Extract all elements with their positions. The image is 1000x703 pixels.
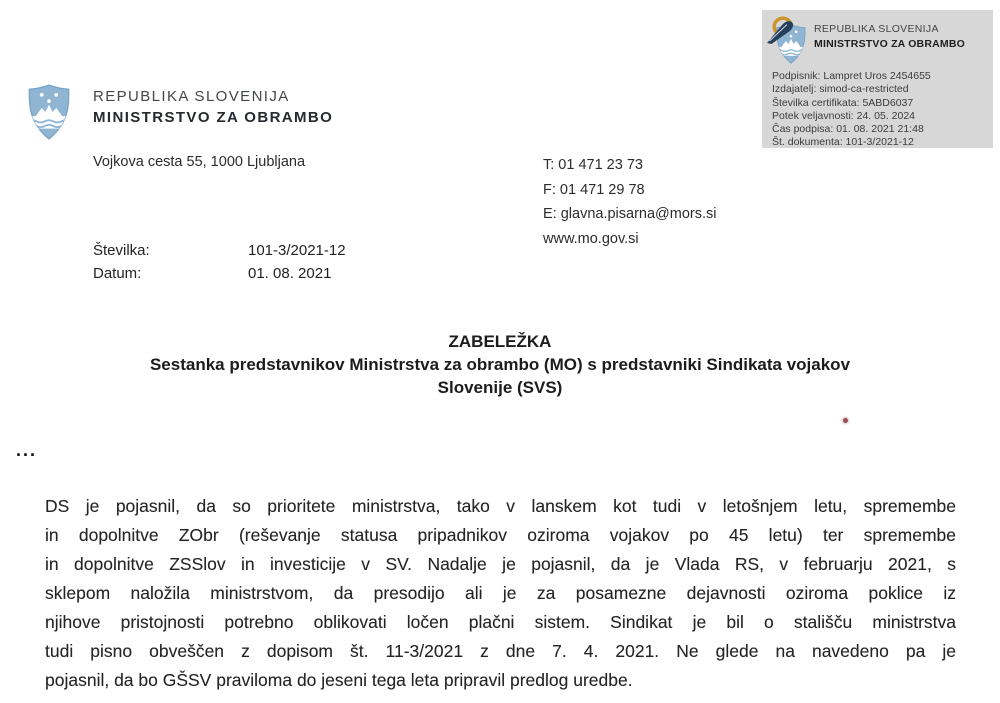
contact-block	[543, 153, 716, 251]
ministry-address: Vojkova cesta 55, 1000 Ljubljana	[93, 154, 306, 170]
body-line: njihove pristojnosti potrebno oblikovati ločen plačni sistem. Sindikat je bil o stališču ministrstva	[45, 612, 956, 632]
red-dot-marker	[843, 418, 848, 423]
country-name: REPUBLIKA SLOVENIJA	[93, 88, 290, 105]
document-subtitle-line2: Slovenije (SVS)	[437, 378, 563, 397]
stamp-certificate-details	[772, 70, 931, 150]
document-title: ZABELEŽKA	[448, 332, 552, 351]
body-line: sklepom naložila ministrstvom, da presodijo ali je za posamezne dejavnosti oziroma poklice iz	[45, 583, 956, 603]
body-line: in dopolnitve ZObr (reševanje statusa pripadnikov oziroma vojakov po 45 letu) ter spremembe	[45, 525, 956, 545]
body-line: pojasnil, da bo GŠSV praviloma do jeseni tega leta pripravil predlog uredbe.	[45, 670, 633, 690]
stamp-validity: Potek veljavnosti: 24. 05. 2024	[772, 109, 916, 122]
document-reference-block	[93, 239, 346, 285]
digital-signature-stamp	[762, 10, 993, 148]
email-line: E: glavna.pisarna@mors.si	[543, 206, 717, 222]
omitted-text-marker: ...	[16, 440, 38, 460]
body-paragraph	[45, 492, 956, 695]
phone-line: T: 01 471 23 73	[543, 157, 643, 173]
stamp-logo	[768, 16, 814, 68]
stamp-issuer: Izdajatelj: simod-ca-restricted	[772, 83, 909, 96]
body-line: tudi pisno obveščen z dopisom št. 11-3/2021 z dne 7. 4. 2021. Ne glede na navedeno pa je	[45, 641, 956, 661]
quill-signature-icon	[766, 14, 800, 44]
website-line: www.mo.gov.si	[543, 230, 639, 247]
letterhead	[93, 86, 333, 128]
date-label: Datum:	[93, 265, 142, 282]
stamp-signer: Podpisnik: Lampret Uros 2454655	[772, 70, 931, 82]
document-title-block	[0, 330, 1000, 399]
stamp-org-line1: REPUBLIKA SLOVENIJA	[814, 23, 939, 35]
body-line: in dopolnitve ZSSlov in investicije v SV. Nadalje je pojasnil, da je Vlada RS, v februarju 2021, s	[45, 554, 956, 574]
stamp-signing-time: Čas podpisa: 01. 08. 2021 21:48	[772, 123, 924, 136]
stamp-document-number: Št. dokumenta: 101-3/2021-12	[772, 136, 914, 149]
stamp-certificate-number: Številka certifikata: 5ABD6037	[772, 96, 914, 109]
fax-line: F: 01 471 29 78	[543, 181, 645, 198]
ministry-name: MINISTRSTVO ZA OBRAMBO	[93, 109, 334, 126]
date-value: 01. 08. 2021	[248, 265, 332, 282]
body-line: DS je pojasnil, da so prioritete ministrstva, tako v lanskem kot tudi v letošnjem letu, spremembe	[45, 496, 956, 516]
stamp-org-line2: MINISTRSTVO ZA OBRAMBO	[814, 38, 966, 50]
number-label: Številka:	[93, 242, 150, 259]
slovenia-coat-of-arms-icon	[28, 84, 70, 140]
number-value: 101-3/2021-12	[248, 242, 346, 259]
document-subtitle-line1: Sestanka predstavnikov Ministrstva za obrambo (MO) s predstavniki Sindikata vojakov	[149, 355, 851, 374]
